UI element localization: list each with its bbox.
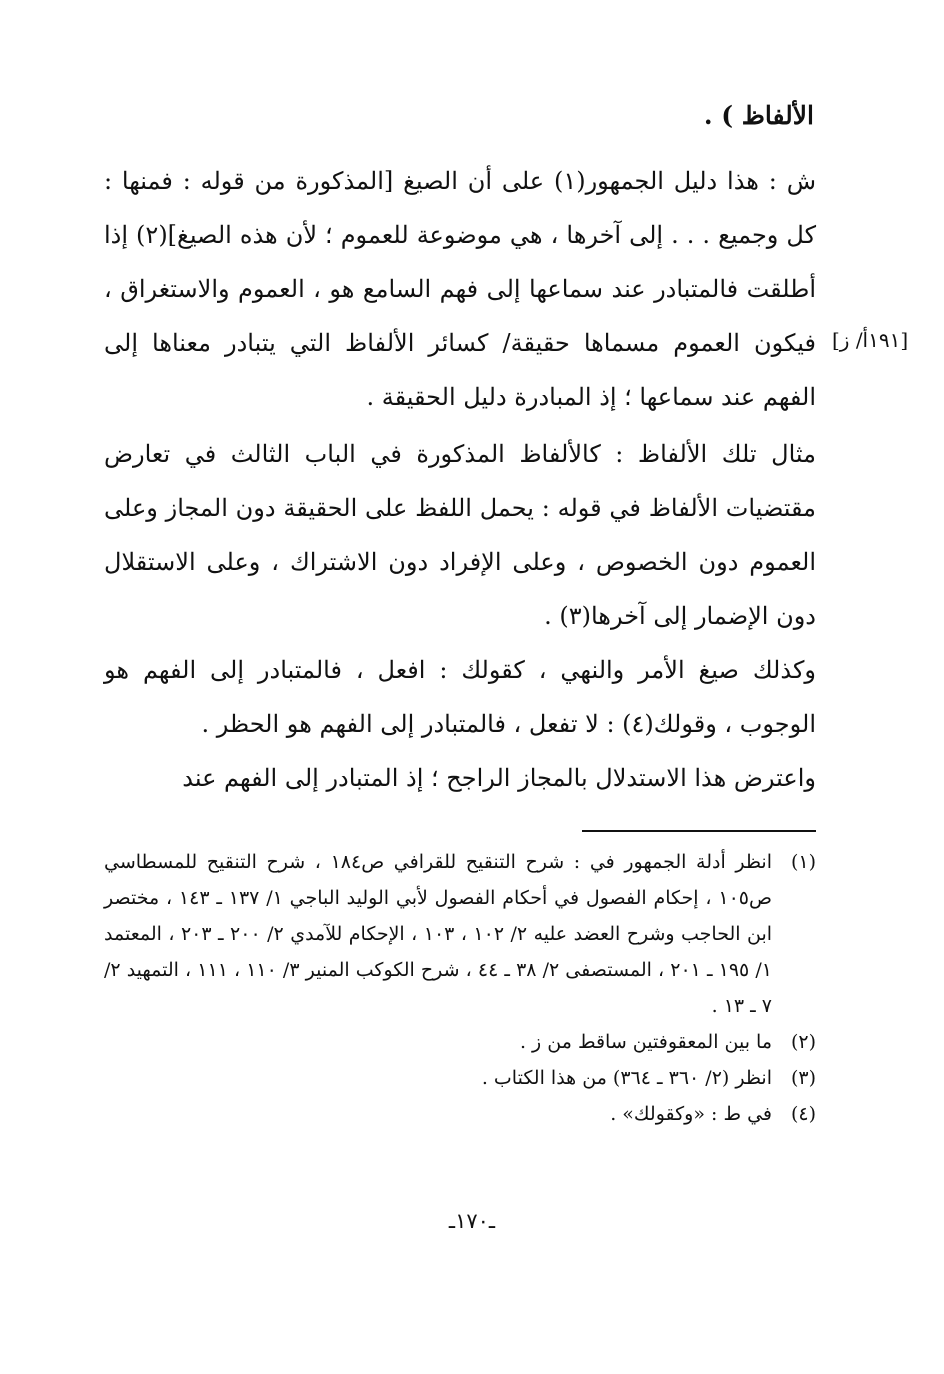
footnote xyxy=(104,1096,816,1132)
footnote-text: انظر (٢/ ٣٦٠ ـ ٣٦٤) من هذا الكتاب . xyxy=(481,1067,772,1089)
footnote-number: (٣) xyxy=(790,1067,816,1089)
paragraph-example-of-words: مثال تلك الألفاظ : كالألفاظ المذكورة في الباب الثالث في تعارض مقتضيات الألفاظ في قوله : يحمل اللفظ على الحقيقة دون المجاز وعلى العموم دون الخصوص ، وعلى الإفراد دون الاشتراك ، وعلى الاستقلال دون الإضمار إلى آخرها(٣) . xyxy=(104,440,816,630)
footnote xyxy=(104,1024,816,1060)
paragraph-objection: واعترض هذا الاستدلال بالمجاز الراجح ؛ إذ المتبادر إلى الفهم عند xyxy=(182,764,816,792)
footnote-text: انظر أدلة الجمهور في : شرح التنقيح للقرافي ص١٨٤ ، شرح التنقيح للمسطاسي ص١٠٥ ، إحكام الفصول في أحكام الفصول لأبي الوليد الباجي ١/ ١٣٧ ـ ١٤٣ ، مختصر ابن الحاجب وشرح العضد عليه ٢/ ١٠٢ ، ١٠٣ ، الإحكام للآمدي ٢/ ٢٠٠ ـ ٢٠٣ ، المعتمد ١/ ١٩٥ ـ ٢٠١ ، المستصفى ٢/ ٣٨ ـ ٤٤ ، شرح الكوكب المنير ٣/ ١١٠ ، ١١١ ، التمهيد ٢/ ٧ ـ ١٣ . xyxy=(104,851,773,1017)
manuscript-folio-marker: [١٩١أ/ ز] xyxy=(832,328,909,352)
paragraph-command-and-prohibition: وكذلك صيغ الأمر والنهي ، كقولك : افعل ، فالمتبادر إلى الفهم هو الوجوب ، وقولك(٤) : لا تفعل ، فالمتبادر إلى الفهم هو الحظر . xyxy=(104,656,816,738)
page-number: ـ١٧٠ـ xyxy=(448,1209,496,1233)
footnotes-section xyxy=(104,844,816,1132)
footnote xyxy=(104,844,816,1024)
footnote-number: (١) xyxy=(790,851,816,873)
paragraph-evidence-of-majority: ش : هذا دليل الجمهور(١) على أن الصيغ [المذكورة من قوله : فمنها : كل وجميع . . . إلى آخرها ، هي موضوعة للعموم ؛ لأن هذه الصيغ](٢) إذا أطلقت فالمتبادر عند سماعها إلى فهم السامع هو ، العموم والاستغراق ، فيكون العموم مسماها حقيقة/ كسائر الألفاظ التي يتبادر معناها إلى الفهم عند سماعها ؛ إذ المبادرة دليل الحقيقة . xyxy=(104,167,817,411)
footnote-text: ما بين المعقوفتين ساقط من ز . xyxy=(519,1031,772,1053)
footnote xyxy=(104,1060,816,1096)
footnote-separator xyxy=(582,830,816,832)
continuation-heading: الألفاظ ) . xyxy=(703,101,814,130)
footnote-number: (٤) xyxy=(790,1103,816,1125)
footnote-number: (٢) xyxy=(790,1031,816,1053)
footnote-text: في ط : «وكقولك» . xyxy=(610,1103,772,1125)
